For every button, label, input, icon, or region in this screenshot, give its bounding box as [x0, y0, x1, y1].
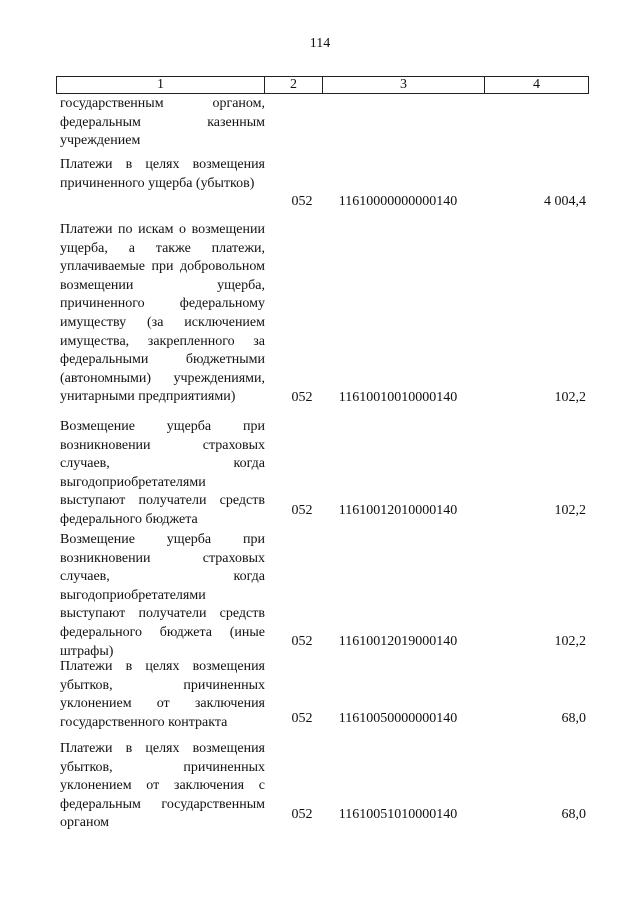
row-amount: 68,0 — [561, 711, 586, 726]
row-kbk: 11610000000000140 — [338, 194, 458, 209]
table-header — [56, 76, 589, 94]
row-description: Платежи в целях возмещения причиненного ущерба (убытков) — [60, 157, 265, 191]
row-kbk: 11610012010000140 — [338, 503, 458, 518]
row-code: 052 — [291, 634, 313, 649]
row-amount: 102,2 — [554, 503, 586, 518]
row-amount: 4 004,4 — [544, 194, 586, 209]
row-amount: 102,2 — [554, 634, 586, 649]
row-amount: 102,2 — [554, 390, 586, 405]
row-kbk: 11610051010000140 — [338, 807, 458, 822]
header-col-1: 1 — [57, 77, 265, 94]
row-code: 052 — [291, 807, 313, 822]
row-kbk: 11610012019000140 — [338, 634, 458, 649]
row-kbk: 11610050000000140 — [338, 711, 458, 726]
row-code: 052 — [291, 194, 313, 209]
row-description: Возмещение ущерба при возникновении страховых случаев, когда выгодоприобретателями выступают получатели средств федерального бюджета (иные штрафы) — [60, 532, 265, 659]
row-description: государственным органом, федеральным казенным учреждением — [60, 96, 265, 149]
row-description: Платежи в целях возмещения убытков, причиненных уклонением от заключения с федеральным государственным органом — [60, 741, 265, 831]
row-kbk: 11610010010000140 — [338, 390, 458, 405]
row-description: Платежи по искам о возмещении ущерба, а также платежи, уплачиваемые при добровольном возмещении ущерба, причиненного федеральному имуществу (за исключением имущества, закрепленного за федеральными бюджетными (автономными) учреждениями, унитарными предприятиями) — [60, 222, 265, 405]
row-code: 052 — [291, 390, 313, 405]
row-description: Платежи в целях возмещения убытков, причиненных уклонением от заключения государственного контракта — [60, 659, 265, 730]
row-description: Возмещение ущерба при возникновении страховых случаев, когда выгодоприобретателями выступают получатели средств федерального бюджета — [60, 419, 265, 527]
header-col-2: 2 — [265, 77, 323, 94]
row-amount: 68,0 — [561, 807, 586, 822]
row-code: 052 — [291, 503, 313, 518]
header-col-4: 4 — [485, 77, 589, 94]
row-code: 052 — [291, 711, 313, 726]
page-number: 114 — [309, 36, 331, 51]
header-col-3: 3 — [323, 77, 485, 94]
